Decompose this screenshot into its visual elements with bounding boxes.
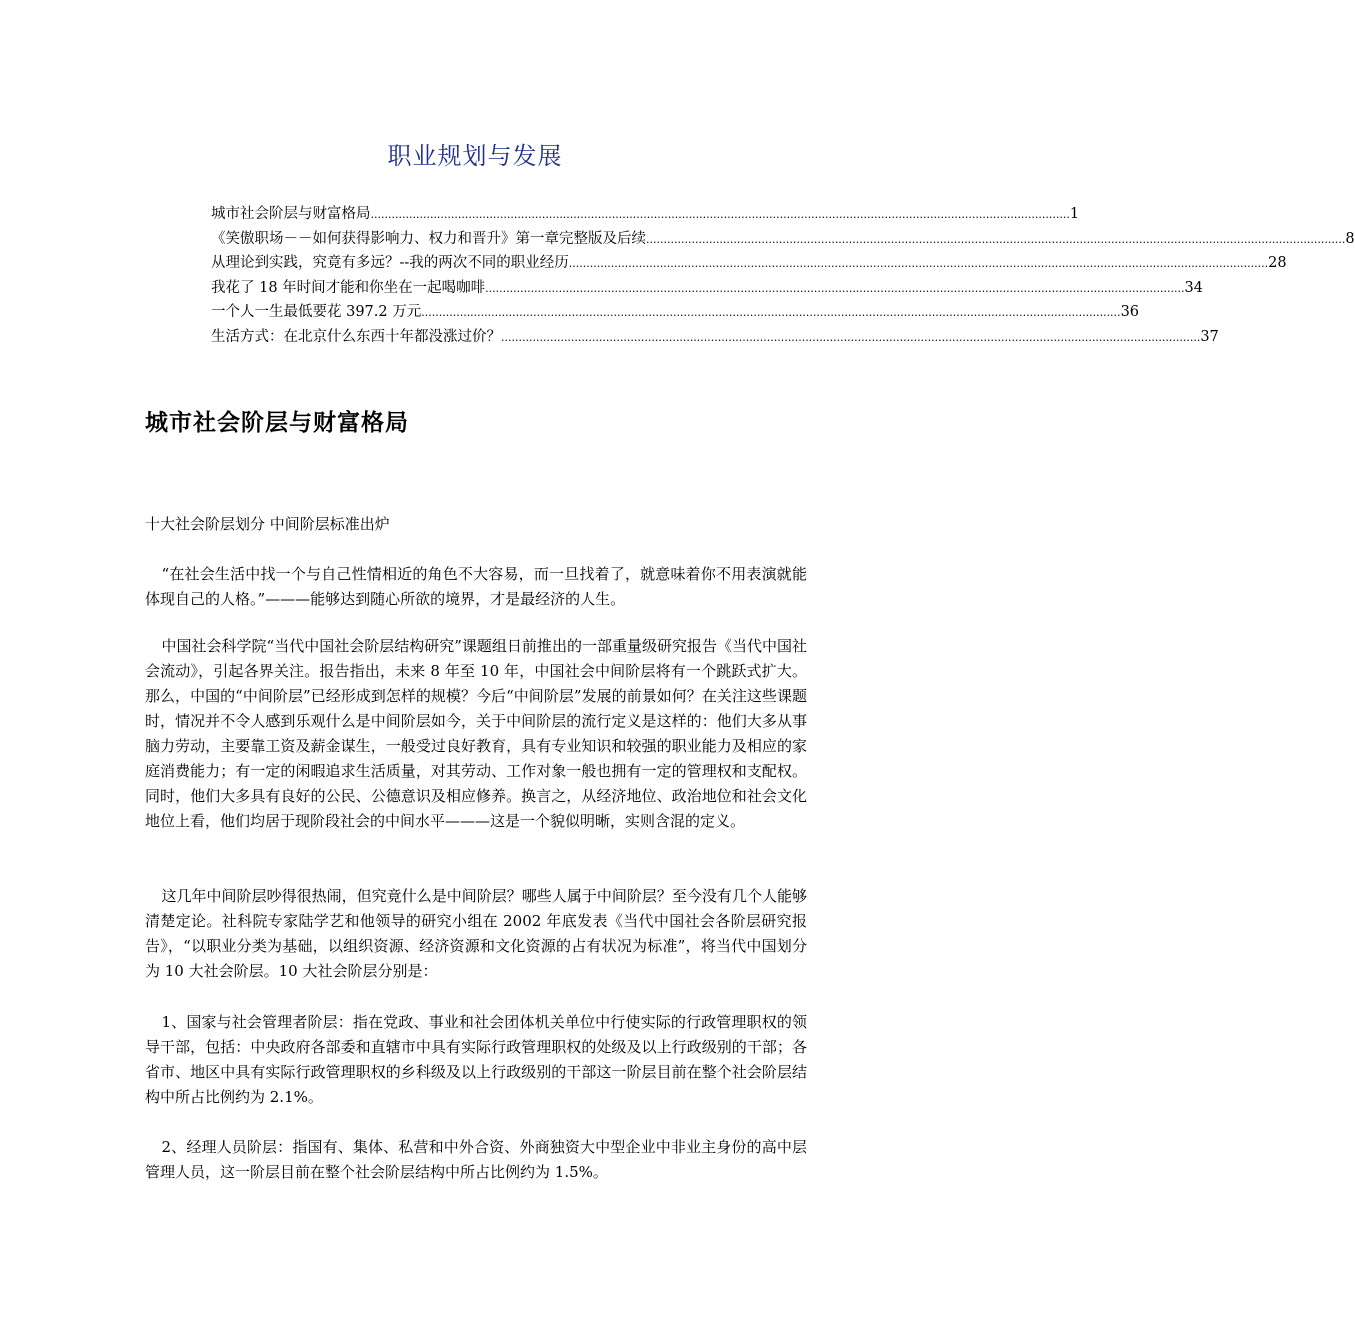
toc-leader-dots: ........................................................................................................................................................................................................ <box>370 208 1070 221</box>
toc-leader-dots: ........................................................................................................................................................................................................ <box>568 257 1269 270</box>
toc-entry-page: 37 <box>1200 328 1219 345</box>
toc-entry-text: 生活方式：在北京什么东西十年都没涨过价？ <box>211 328 501 345</box>
toc-entry-text: 城市社会阶层与财富格局 <box>211 206 371 222</box>
toc-entry[interactable] <box>211 251 1287 276</box>
toc-entry[interactable] <box>211 202 1080 227</box>
toc-entry[interactable] <box>211 227 1355 252</box>
subheading: 十大社会阶层划分 中间阶层标准出炉 <box>145 515 390 533</box>
toc-entry-page: 1 <box>1069 206 1080 222</box>
toc-entry-text: 我花了 18 年时间才能和你坐在一起喝咖啡 <box>211 279 486 296</box>
body-paragraph: “在社会生活中找一个与自己性情相近的角色不大容易，而一旦找着了，就意味着你不用表演就能体现自己的人格。”———能够达到随心所欲的境界，才是最经济的人生。 <box>145 565 807 608</box>
toc-entry-page: 8 <box>1345 230 1355 247</box>
body-paragraph: 中国社会科学院“当代中国社会阶层结构研究”课题组日前推出的一部重量级研究报告《当代中国社会流动》，引起各界关注。报告指出，未来 8 年至 10 年，中国社会中间阶层将有一个跳跃式扩大。那么，中国的“中间阶层”已经形成到怎样的规模？今后“中间阶层”发展的前景如何？在关注这些课题时，情况并不令人感到乐观什么是中间阶层如今，关于中间阶层的流行定义是这样的：他们大多从事脑力劳动，主要靠工资及薪金谋生，一般受过良好教育，具有专业知识和较强的职业能力及相应的家庭消费能力；有一定的闲暇追求生活质量，对其劳动、工作对象一般也拥有一定的管理权和支配权。同时，他们大多具有良好的公民、公德意识及相应修养。换言之，从经济地位、政治地位和社会文化地位上看，他们均居于现阶段社会的中间水平———这是一个貌似明晰，实则含混的定义。 <box>145 637 807 830</box>
section-heading: 城市社会阶层与财富格局 <box>145 410 409 436</box>
body-paragraph: 2、经理人员阶层：指国有、集体、私营和中外合资、外商独资大中型企业中非业主身份的高中层管理人员，这一阶层目前在整个社会阶层结构中所占比例约为 1.5%。 <box>145 1138 807 1181</box>
toc-entry-text: 从理论到实践，究竟有多远？--我的两次不同的职业经历 <box>211 255 569 271</box>
document-title: 职业规划与发展 <box>387 142 563 170</box>
toc-leader-dots: ........................................................................................................................................................................................................ <box>646 232 1346 246</box>
toc-entry[interactable] <box>211 300 1140 325</box>
toc-entry-text: 一个人一生最低要花 397.2 万元 <box>211 304 422 320</box>
toc-leader-dots: ........................................................................................................................................................................................................ <box>501 330 1201 344</box>
toc-entry-text: 《笑傲职场－－如何获得影响力、权力和晋升》第一章完整版及后续 <box>211 230 646 247</box>
toc-entry-page: 28 <box>1268 255 1287 271</box>
toc-entry[interactable] <box>211 325 1219 350</box>
table-of-contents <box>211 202 1355 349</box>
toc-entry-page: 36 <box>1120 304 1140 320</box>
toc-leader-dots: ........................................................................................................................................................................................................ <box>485 281 1185 295</box>
toc-entry-page: 34 <box>1184 279 1203 296</box>
body-paragraph: 这几年中间阶层吵得很热闹，但究竟什么是中间阶层？哪些人属于中间阶层？至今没有几个人能够清楚定论。社科院专家陆学艺和他领导的研究小组在 2002 年底发表《当代中国社会各阶层研究报告》，“以职业分类为基础，以组织资源、经济资源和文化资源的占有状况为标准”，将当代中国划分为 10 大社会阶层。10 大社会阶层分别是： <box>145 887 807 980</box>
toc-entry[interactable] <box>211 276 1203 301</box>
body-paragraph: 1、国家与社会管理者阶层：指在党政、事业和社会团体机关单位中行使实际的行政管理职权的领导干部，包括：中央政府各部委和直辖市中具有实际行政管理职权的处级及以上行政级别的干部；各省市、地区中具有实际行政管理职权的乡科级及以上行政级别的干部这一阶层目前在整个社会阶层结构中所占比例约为 2.1%。 <box>145 1013 807 1106</box>
toc-leader-dots: ........................................................................................................................................................................................................ <box>421 306 1121 319</box>
